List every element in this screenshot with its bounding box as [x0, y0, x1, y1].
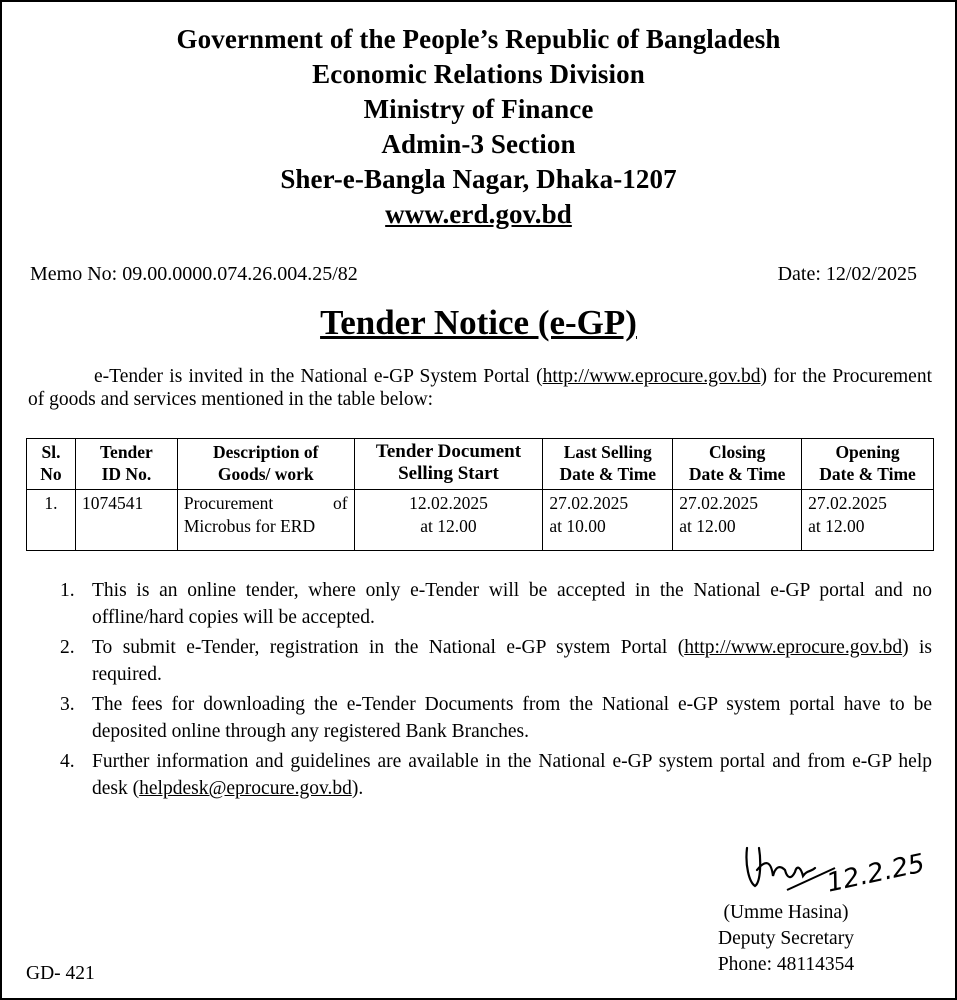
section-name: Admin-3 Section	[381, 129, 576, 159]
letterhead	[0, 22, 957, 232]
cell-last-selling: 27.02.2025 at 10.00	[543, 490, 673, 551]
signature-date: 12.2.25	[824, 848, 928, 899]
header-description: Description of Goods/ work	[177, 439, 354, 490]
cell-selling-start: 12.02.2025 at 12.00	[354, 490, 543, 551]
list-item: 3. The fees for downloading the e-Tender Documents from the National e-GP system portal have to be deposited online through any registered Bank Branches.	[60, 694, 932, 742]
handwritten-signature	[735, 820, 935, 900]
header-selling-start: Tender Document Selling Start	[354, 439, 543, 490]
ministry-name: Ministry of Finance	[363, 94, 594, 124]
division-name: Economic Relations Division	[312, 59, 645, 89]
cell-closing: 27.02.2025 at 12.00	[673, 490, 802, 551]
helpdesk-email-link[interactable]: helpdesk@eprocure.gov.bd	[139, 778, 352, 799]
memo-number: Memo No: 09.00.0000.074.26.004.25/82	[30, 263, 358, 285]
cell-opening: 27.02.2025 at 12.00	[802, 490, 934, 551]
intro-text-after: ) for the Procurement of goods and services mentioned in the table below:	[28, 366, 933, 410]
signatory-block	[686, 900, 886, 978]
eprocure-link[interactable]: http://www.eprocure.gov.bd	[542, 366, 761, 387]
cell-tender-id: 1074541	[75, 490, 177, 551]
notice-title: Tender Notice (e-GP)	[320, 303, 637, 342]
eprocure-link[interactable]: http://www.eprocure.gov.bd	[684, 637, 903, 658]
website-link[interactable]: www.erd.gov.bd	[385, 199, 572, 229]
table-row	[27, 490, 934, 551]
list-item: 2. To submit e-Tender, registration in the National e-GP system Portal (http://www.eprocure.gov.bd) is required.	[60, 637, 932, 685]
intro-text-before: e-Tender is invited in the National e-GP System Portal (	[94, 366, 543, 387]
header-closing: Closing Date & Time	[673, 439, 802, 490]
list-item: 1. This is an online tender, where only e-Tender will be accepted in the National e-GP portal and no offline/hard copies will be accepted.	[60, 580, 932, 628]
cell-description: Procurement of Microbus for ERD	[177, 490, 354, 551]
conditions-list	[28, 577, 932, 805]
document-code: GD- 421	[26, 963, 95, 984]
intro-paragraph	[28, 365, 932, 411]
notice-date: Date: 12/02/2025	[777, 263, 917, 285]
header-tender-id: Tender ID No.	[75, 439, 177, 490]
header-sl: Sl. No	[27, 439, 76, 490]
signatory-phone: Phone: 48114354	[717, 954, 855, 975]
table-header-row	[27, 439, 934, 490]
header-last-selling: Last Selling Date & Time	[543, 439, 673, 490]
tender-table	[26, 438, 934, 551]
government-name: Government of the People’s Republic of Bangladesh	[176, 24, 781, 54]
header-opening: Opening Date & Time	[802, 439, 934, 490]
list-item: 4. Further information and guidelines are available in the National e-GP system portal and from e-GP help desk (helpdesk@eprocure.gov.bd).	[60, 751, 932, 799]
signatory-name: (Umme Hasina)	[723, 902, 849, 923]
cell-sl: 1.	[27, 490, 76, 551]
address: Sher-e-Bangla Nagar, Dhaka-1207	[280, 164, 677, 194]
signatory-designation: Deputy Secretary	[718, 928, 854, 949]
